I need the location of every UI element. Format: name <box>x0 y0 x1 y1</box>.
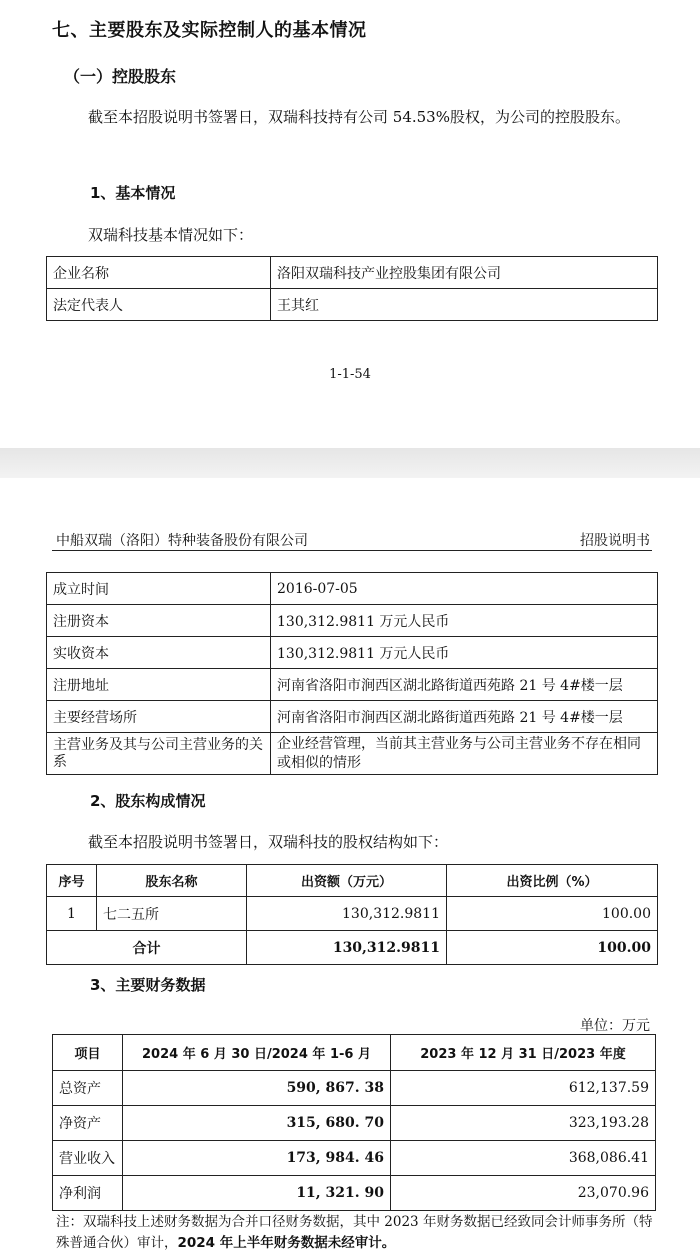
cell-fy: 23,070.96 <box>391 1176 656 1211</box>
cell-no: 1 <box>47 897 97 931</box>
table-row <box>53 1141 656 1176</box>
col-header: 2023 年 12 月 31 日/2023 年度 <box>391 1035 656 1071</box>
table-row <box>53 1106 656 1141</box>
table-total-row <box>47 931 658 965</box>
cell-ratio: 100.00 <box>447 897 658 931</box>
basic-info-table-part1 <box>46 256 658 321</box>
cell-h1: 11, 321. 90 <box>123 1176 391 1211</box>
cell-item: 净利润 <box>53 1176 123 1211</box>
intro-text: 截至本招股说明书签署日，双瑞科技持有公司 54.53%股权，为公司的控股股东。 <box>88 108 630 126</box>
col-header: 出资比例（%） <box>447 865 658 897</box>
cell-name: 七二五所 <box>97 897 247 931</box>
info-key: 注册资本 <box>47 605 271 637</box>
document-page-1 <box>0 0 700 448</box>
info-value: 河南省洛阳市涧西区湖北路街道西苑路 21 号 4#楼一层 <box>271 701 658 733</box>
info-value: 130,312.9811 万元人民币 <box>271 605 658 637</box>
col-header: 2024 年 6 月 30 日/2024 年 1-6 月 <box>123 1035 391 1071</box>
subsection-1-lead: 双瑞科技基本情况如下： <box>88 226 254 244</box>
info-key: 成立时间 <box>47 573 271 605</box>
col-header: 序号 <box>47 865 97 897</box>
cell-h1: 173, 984. 46 <box>123 1141 391 1176</box>
unit-label: 单位：万元 <box>580 1018 650 1034</box>
cell-fy: 323,193.28 <box>391 1106 656 1141</box>
col-header: 出资额（万元） <box>247 865 447 897</box>
cell-amount: 130,312.9811 <box>247 897 447 931</box>
footnote-bold-text: 2024 年上半年财务数据未经审计。 <box>177 1235 396 1251</box>
col-header: 股东名称 <box>97 865 247 897</box>
table-row <box>47 573 658 605</box>
table-row <box>47 289 658 321</box>
info-key: 实收资本 <box>47 637 271 669</box>
intro-paragraph <box>56 100 656 134</box>
table-header-row <box>47 865 658 897</box>
info-value: 2016-07-05 <box>271 573 658 605</box>
total-label: 合计 <box>47 931 247 965</box>
info-value: 洛阳双瑞科技产业控股集团有限公司 <box>271 257 658 289</box>
table-row <box>47 733 658 775</box>
info-key: 注册地址 <box>47 669 271 701</box>
cell-item: 净资产 <box>53 1106 123 1141</box>
table-row <box>53 1176 656 1211</box>
info-value: 王其红 <box>271 289 658 321</box>
cell-fy: 612,137.59 <box>391 1071 656 1106</box>
table-row <box>47 637 658 669</box>
cell-fy: 368,086.41 <box>391 1141 656 1176</box>
page-number: 1-1-54 <box>329 367 371 382</box>
table-row <box>47 897 658 931</box>
info-value: 企业经营管理，当前其主营业务与公司主营业务不存在相同或相似的情形 <box>271 733 658 775</box>
footnote <box>56 1212 656 1254</box>
header-rule <box>52 550 652 551</box>
table-row <box>47 669 658 701</box>
footnote-text: 注：双瑞科技上述财务数据为合并口径财务数据，其中 2023 年财务数据已经致同会计师事务所（特殊普通合伙）审计， <box>56 1214 653 1251</box>
header-company: 中船双瑞（洛阳）特种装备股份有限公司 <box>56 533 308 549</box>
cell-h1: 590, 867. 38 <box>123 1071 391 1106</box>
info-value: 河南省洛阳市涧西区湖北路街道西苑路 21 号 4#楼一层 <box>271 669 658 701</box>
subsection-2-lead: 截至本招股说明书签署日，双瑞科技的股权结构如下： <box>88 833 449 851</box>
shareholder-table <box>46 864 658 965</box>
total-amount: 130,312.9811 <box>247 931 447 965</box>
document-page-2 <box>0 478 700 1258</box>
subsection-1-title: 1、基本情况 <box>90 184 176 202</box>
table-row <box>47 701 658 733</box>
header-doc-type: 招股说明书 <box>580 533 650 549</box>
info-key: 企业名称 <box>47 257 271 289</box>
table-header-row <box>53 1035 656 1071</box>
col-header: 项目 <box>53 1035 123 1071</box>
info-key: 主要经营场所 <box>47 701 271 733</box>
basic-info-table-part2 <box>46 572 658 775</box>
page-gap <box>0 448 700 478</box>
table-row <box>47 257 658 289</box>
info-key: 主营业务及其与公司主营业务的关系 <box>47 733 271 775</box>
table-row <box>53 1071 656 1106</box>
section-title: （一）控股股东 <box>64 67 177 86</box>
subsection-3-title: 3、主要财务数据 <box>90 976 206 994</box>
financial-table <box>52 1034 656 1211</box>
subsection-2-title: 2、股东构成情况 <box>90 792 206 810</box>
cell-h1: 315, 680. 70 <box>123 1106 391 1141</box>
table-row <box>47 605 658 637</box>
cell-item: 总资产 <box>53 1071 123 1106</box>
info-key: 法定代表人 <box>47 289 271 321</box>
chapter-title: 七、主要股东及实际控制人的基本情况 <box>52 20 367 41</box>
cell-item: 营业收入 <box>53 1141 123 1176</box>
total-ratio: 100.00 <box>447 931 658 965</box>
info-value: 130,312.9811 万元人民币 <box>271 637 658 669</box>
